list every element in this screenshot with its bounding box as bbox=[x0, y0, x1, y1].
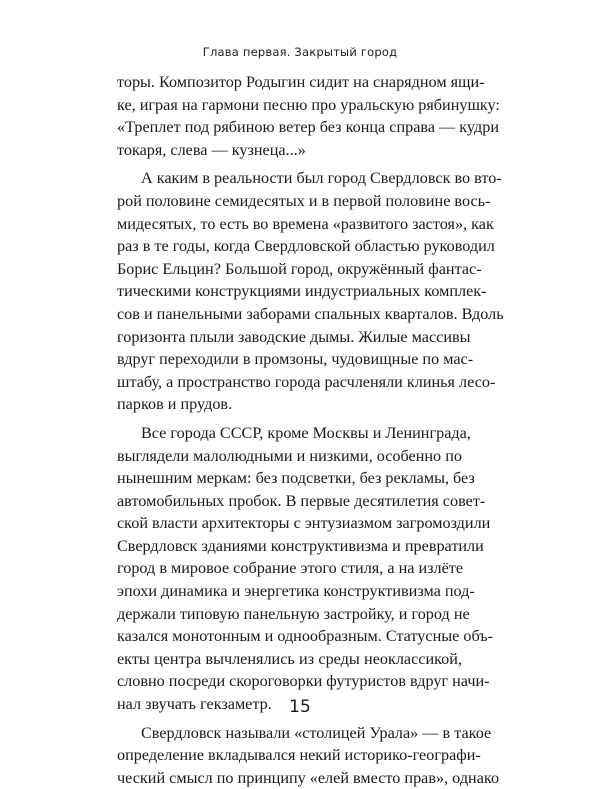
text-line: ческий смысл по принципу «елей вместо прав», однако bbox=[117, 768, 500, 787]
text-line: определение вкладывался некий историко-географи- bbox=[117, 746, 481, 765]
text-line: город в мировое собрание этого стиля, а на излёте bbox=[117, 559, 464, 578]
text-line: Свердловск называли «столицей Урала» — в такое bbox=[141, 723, 492, 742]
text-line: сов и панельными заборами спальных кварталов. Вдоль bbox=[117, 304, 504, 323]
paragraph-4 bbox=[117, 722, 500, 789]
body-text bbox=[117, 71, 504, 789]
text-line: ке, играя на гармони песню про уральскую рябинушку: bbox=[117, 95, 500, 114]
text-line: штабу, а пространство города расчленяли клинья лесо- bbox=[117, 372, 496, 391]
text-line: горизонта плыли заводские дымы. Жилые массивы bbox=[117, 327, 471, 346]
text-line: держали типовую панельную застройку, и город не bbox=[117, 604, 470, 623]
text-line: вдруг переходили в промзоны, чудовищные по мас- bbox=[117, 350, 474, 369]
text-line: токаря, слева — кузнеца...» bbox=[117, 140, 306, 159]
paragraph-2 bbox=[117, 167, 504, 416]
text-line: нал звучать гекзаметр. bbox=[117, 695, 272, 714]
text-line: казался монотонным и однообразным. Статусные объ- bbox=[117, 627, 494, 646]
text-line: рой половине семидесятых и в первой половине вось- bbox=[117, 191, 491, 210]
text-line: парков и прудов. bbox=[117, 395, 233, 414]
text-line: автомобильных пробок. В первые десятилетия совет- bbox=[117, 491, 486, 510]
text-line: Все города СССР, кроме Москвы и Ленинграда, bbox=[141, 423, 471, 442]
text-line: раз в те годы, когда Свердловской областью руководил bbox=[117, 237, 495, 256]
text-line: нынешним меркам: без подсветки, без рекламы, без bbox=[117, 469, 475, 488]
text-line: ской власти архитекторы с энтузиазмом загромоздили bbox=[117, 514, 491, 533]
paragraph-3 bbox=[117, 422, 494, 716]
text-line: выглядели малолюдными и низкими, особенно по bbox=[117, 446, 462, 465]
paragraph-1 bbox=[117, 71, 500, 161]
text-line: торы. Композитор Родыгин сидит на снарядном ящи- bbox=[117, 73, 485, 91]
text-line: «Треплет под рябиною ветер без конца справа — кудри bbox=[117, 118, 499, 137]
text-line: мидесятых, то есть во времена «развитого застоя», как bbox=[117, 214, 494, 233]
running-head: Глава первая. Закрытый город bbox=[202, 45, 398, 59]
text-line: тическими конструкциями индустриальных комплек- bbox=[117, 282, 487, 301]
text-line: Свердловск зданиями конструктивизма и превратили bbox=[117, 536, 484, 555]
page-number: 15 bbox=[289, 697, 311, 717]
text-line: эпохи динамика и энергетика конструктивизма под- bbox=[117, 582, 475, 601]
text-line: словно посреди скороговорки футуристов вдруг начи- bbox=[117, 672, 490, 691]
text-line: Борис Ельцин? Большой город, окружённый фантас- bbox=[117, 259, 482, 278]
text-line: екты центра вычленялись из среды неоклассикой, bbox=[117, 649, 462, 668]
text-line: А каким в реальности был город Свердловск во вто- bbox=[141, 169, 502, 188]
